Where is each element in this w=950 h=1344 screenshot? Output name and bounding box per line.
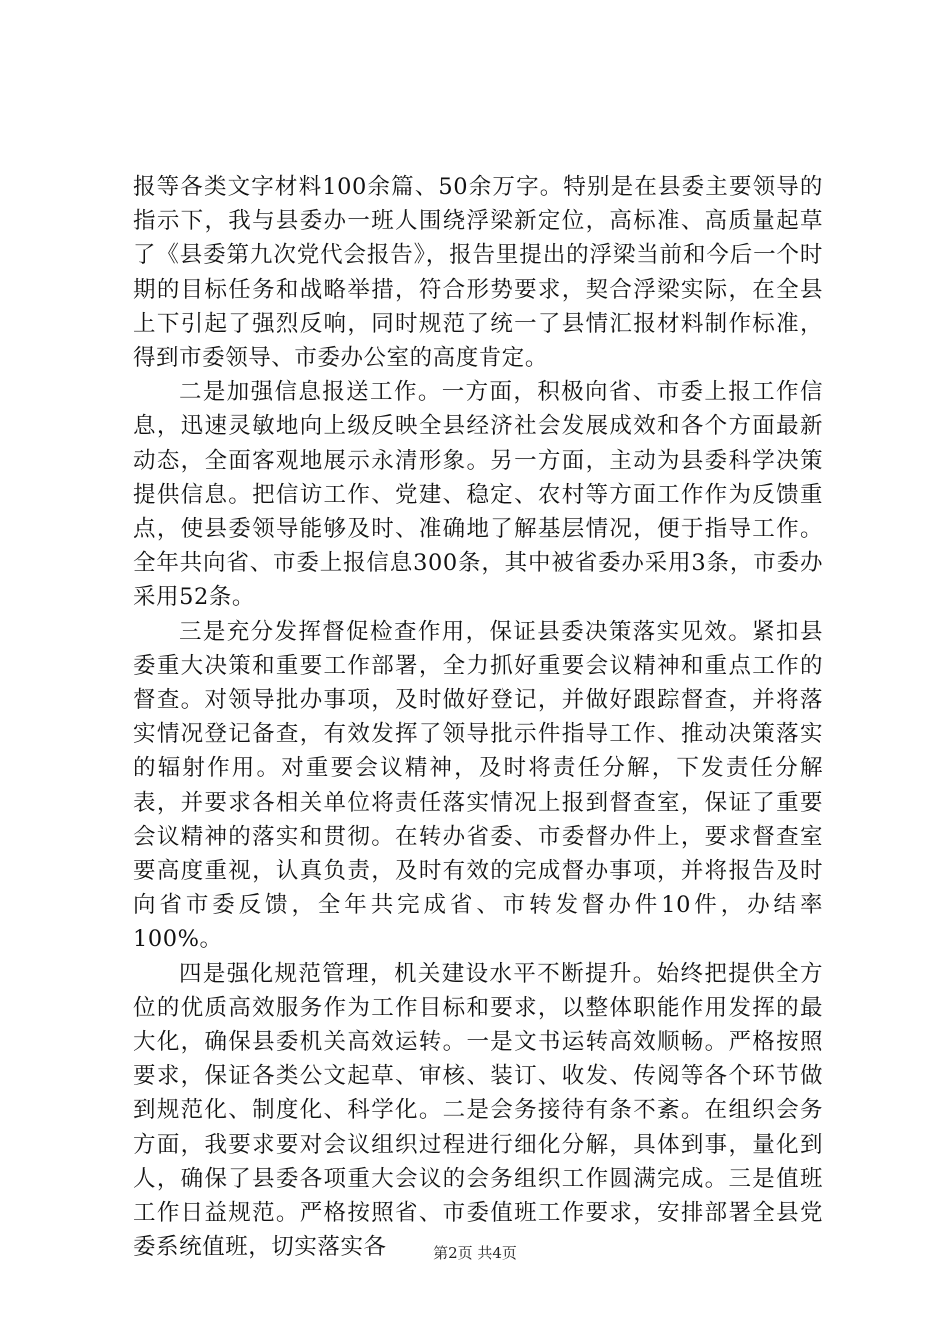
paragraph-supervision-inspection: 三是充分发挥督促检查作用，保证县委决策落实见效。紧扣县委重大决策和重要工作部署，全力抓好重要会议精神和重点工作的督查。对领导批办事项，及时做好登记，并做好跟踪督查，并将落实情况登记备查，有效发挥了领导批示件指导工作、推动决策落实的辐射作用。对重要会议精神，及时将责任分解，下发责任分解表，并要求各相关单位将责任落实情况上报到督查室，保证了重要会议精神的落实和贯彻。在转办省委、市委督办件上，要求督查室要高度重视，认真负责，及时有效的完成督办事项，并将报告及时向省市委反馈，全年共完成省、市转发督办件10件，办结率100%。 [133, 618, 823, 953]
document-body [133, 170, 823, 1265]
page-footer: 第2页 共4页 [433, 1244, 517, 1262]
paragraph-information-reporting: 二是加强信息报送工作。一方面，积极向省、市委上报工作信息，迅速灵敏地向上级反映全县经济社会发展成效和各个方面最新动态，全面客观地展示永清形象。另一方面，主动为县委科学决策提供信息。把信访工作、党建、稳定、农村等方面工作作为反馈重点，使县委领导能够及时、准确地了解基层情况，便于指导工作。全年共向省、市委上报信息300条，其中被省委办采用3条，市委办采用52条。 [133, 379, 823, 611]
paragraph-continuation: 报等各类文字材料100余篇、50余万字。特别是在县委主要领导的指示下，我与县委办一班人围绕浮梁新定位，高标准、高质量起草了《县委第九次党代会报告》，报告里提出的浮梁当前和今后一个时期的目标任务和战略举措，符合形势要求，契合浮梁实际，在全县上下引起了强烈反响，同时规范了统一了县情汇报材料制作标准，得到市委领导、市委办公室的高度肯定。 [133, 174, 823, 372]
paragraph-standardized-management: 四是强化规范管理，机关建设水平不断提升。始终把提供全方位的优质高效服务作为工作目标和要求，以整体职能作用发挥的最大化，确保县委机关高效运转。一是文书运转高效顺畅。严格按照要求，保证各类公文起草、审核、装订、收发、传阅等各个环节做到规范化、制度化、科学化。二是会务接待有条不紊。在组织会务方面，我要求要对会议组织过程进行细化分解，具体到事，量化到人，确保了县委各项重大会议的会务组织工作圆满完成。三是值班工作日益规范。严格按照省、市委值班工作要求，安排部署全县党委系统值班，切实落实各 [133, 960, 823, 1261]
